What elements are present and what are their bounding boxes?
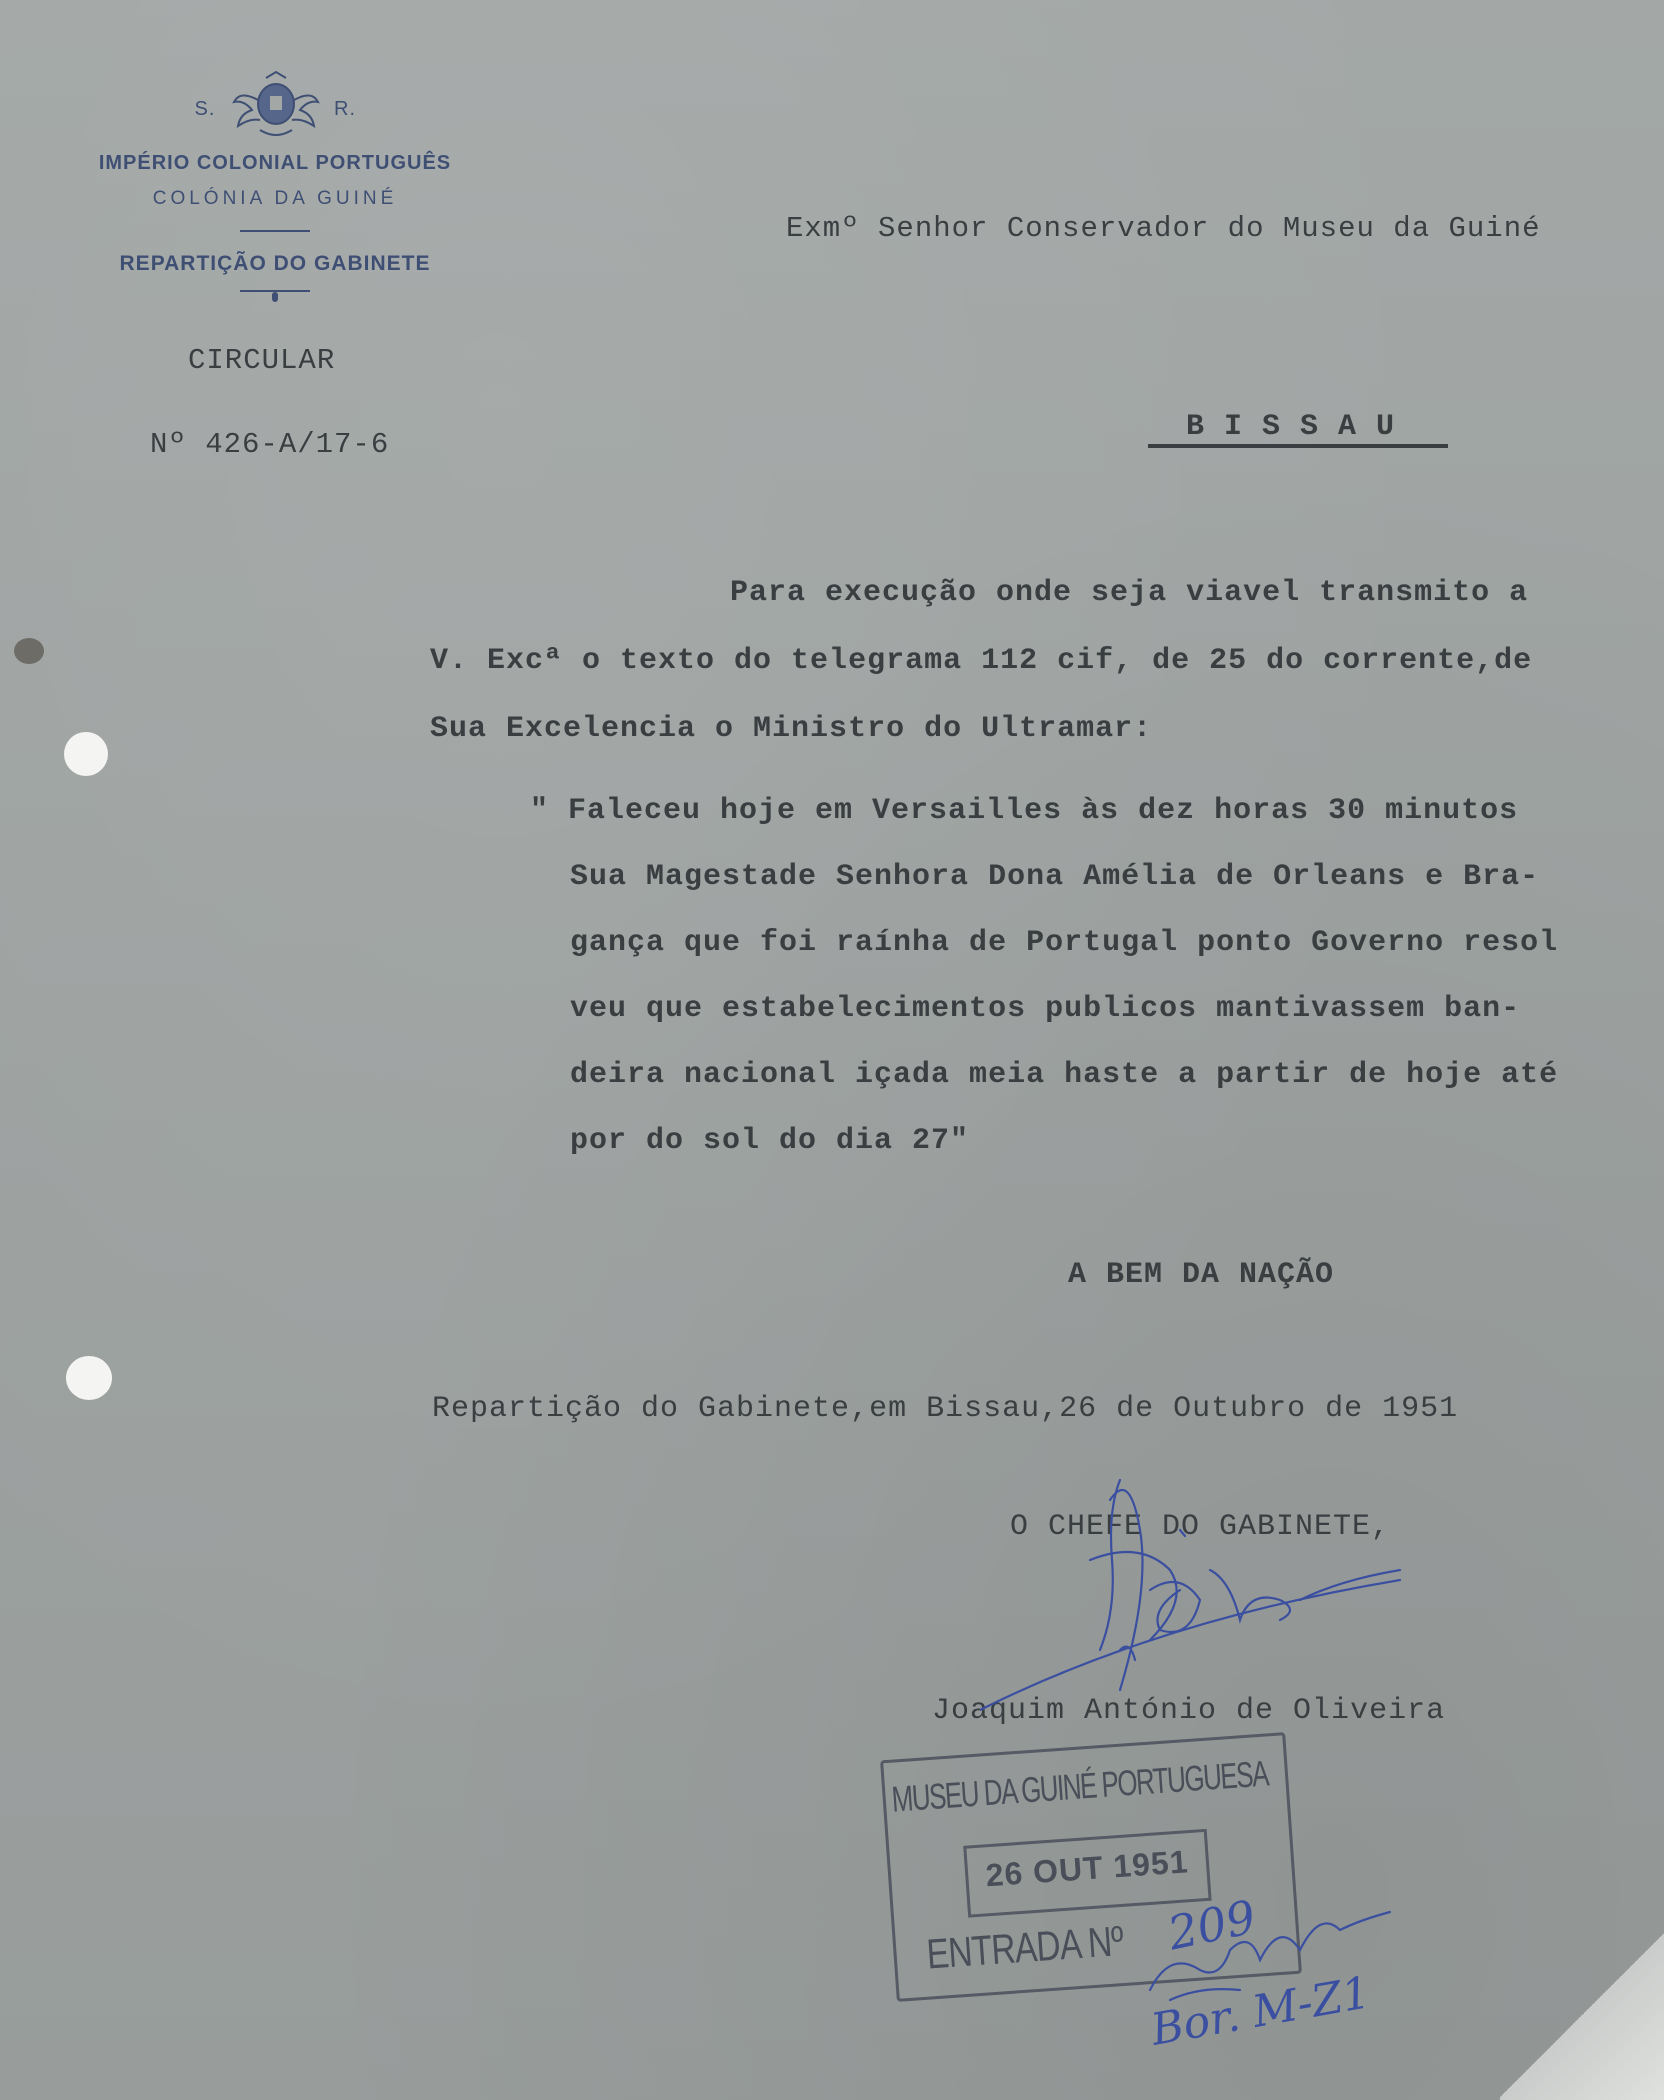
letterhead-ornament — [272, 292, 278, 302]
letterhead-colony-line: COLÓNIA DA GUINÉ — [152, 188, 398, 209]
quote-line-3: gança que foi raínha de Portugal ponto Governo resol — [570, 926, 1559, 960]
stain-mark — [14, 638, 44, 664]
letterhead-right-initial: R. — [334, 98, 356, 120]
document-number: Nº 426-A/17-6 — [150, 428, 390, 461]
binder-hole-bottom — [66, 1356, 112, 1400]
signatory-name: Joaquim António de Oliveira — [932, 1694, 1446, 1728]
place-underline — [1148, 444, 1448, 448]
body-line-2: V. Excª o texto do telegrama 112 cif, de 25 do corrente,de — [430, 644, 1533, 678]
binder-hole-top — [64, 732, 108, 776]
stamp-entry-label: ENTRADA Nº — [925, 1917, 1125, 1978]
coat-of-arms-emblem — [230, 70, 322, 142]
closing-formula: A BEM DA NAÇÃO — [1068, 1258, 1335, 1292]
handwritten-annotation: Bor. M-Z1 — [1147, 1967, 1375, 2056]
addressee-line: Exmº Senhor Conservador do Museu da Guiné — [786, 212, 1541, 245]
stamp-date: 26 OUT 1951 — [984, 1843, 1190, 1894]
handwritten-signature — [980, 1470, 1420, 1720]
letterhead-empire-line: IMPÉRIO COLONIAL PORTUGUÊS — [98, 152, 452, 174]
body-line-3: Sua Excelencia o Ministro do Ultramar: — [430, 712, 1153, 746]
letterhead-divider-1 — [240, 230, 310, 232]
stamp-entry-number: 209 — [1163, 1889, 1261, 1961]
quote-line-2: Sua Magestade Senhora Dona Amélia de Orleans e Bra- — [570, 860, 1540, 894]
signatory-title: O CHEFE DO GABINETE, — [1010, 1510, 1391, 1544]
document-type: CIRCULAR — [188, 344, 336, 377]
place-heading: B I S S A U — [1186, 410, 1396, 444]
quote-line-1: " Faleceu hoje em Versailles às dez horas 30 minutos — [530, 794, 1519, 828]
stamp-title: MUSEU DA GUINÉ PORTUGUESA — [890, 1752, 1270, 1820]
letterhead-office-line: REPARTIÇÃO DO GABINETE — [119, 252, 431, 275]
body-line-1: Para execução onde seja viavel transmito a — [730, 576, 1529, 610]
quote-line-6: por do sol do dia 27" — [570, 1124, 970, 1158]
quote-line-4: veu que estabelecimentos publicos mantivassem ban- — [570, 992, 1521, 1026]
dateline: Repartição do Gabinete,em Bissau,26 de Outubro de 1951 — [432, 1392, 1459, 1426]
folded-corner — [1500, 1930, 1664, 2100]
letterhead-left-initial: S. — [194, 98, 216, 120]
quote-line-5: deira nacional içada meia haste a partir de hoje até — [570, 1058, 1559, 1092]
